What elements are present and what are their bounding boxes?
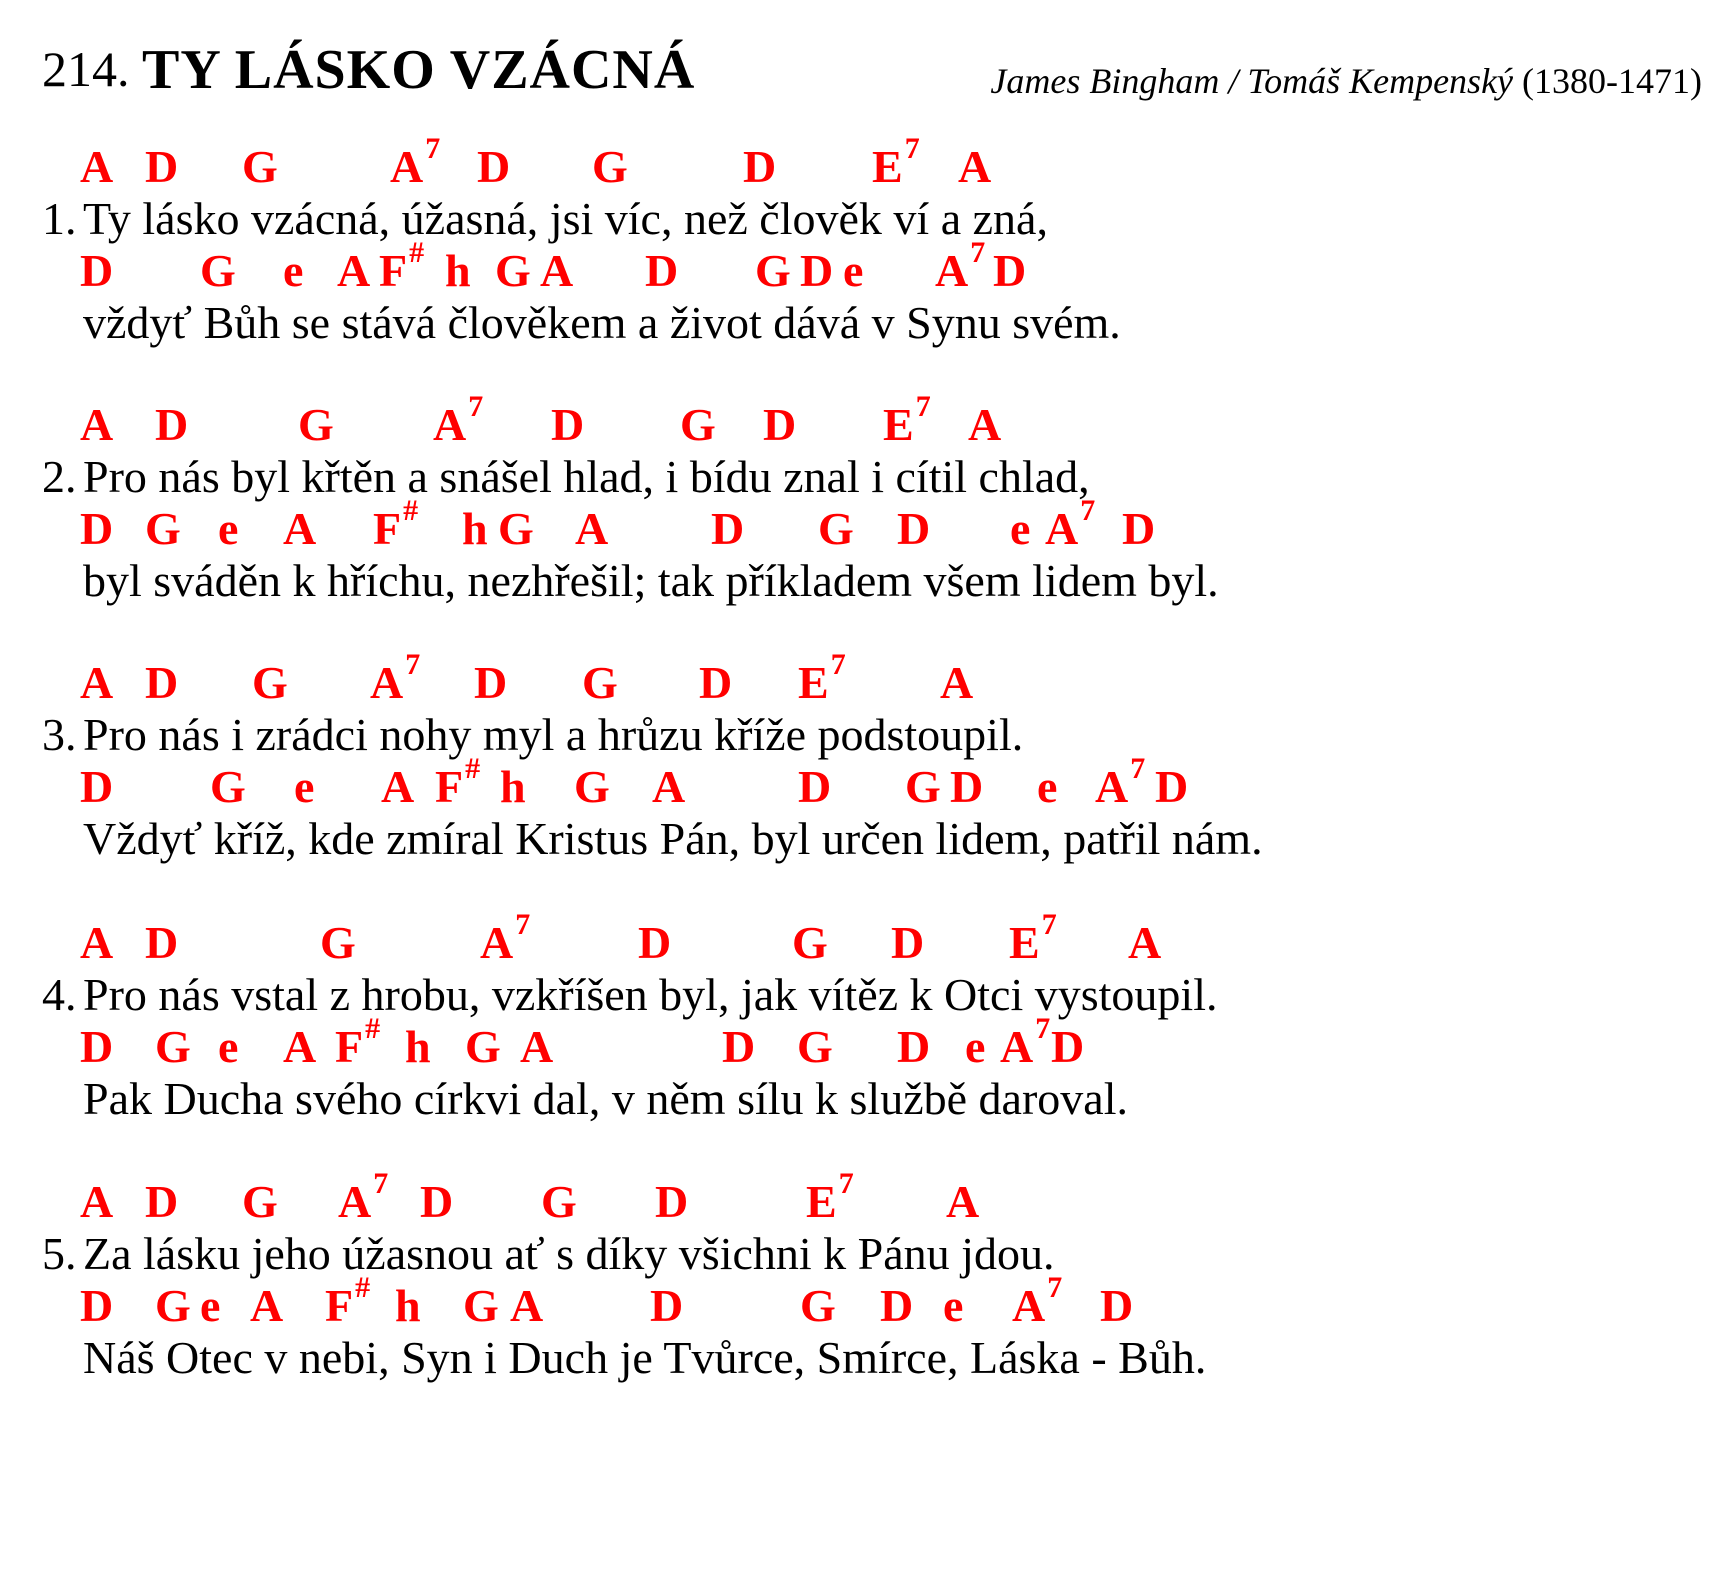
chord: D (722, 1021, 756, 1072)
chord: $A^7$ (1000, 1012, 1051, 1072)
chord-line (0, 390, 1736, 456)
chord: D (420, 1176, 454, 1227)
author-names: James Bingham / Tomáš Kempenský (990, 61, 1514, 101)
chord: e (843, 245, 864, 296)
chord: D (155, 399, 189, 450)
chord: F# (435, 752, 481, 812)
chord: A (652, 761, 686, 812)
chord: A (250, 1280, 284, 1331)
chord: D (800, 245, 834, 296)
chord: A (80, 399, 114, 450)
chord: D (655, 1176, 689, 1227)
chord: D (1122, 503, 1156, 554)
chord: G (200, 245, 236, 296)
chord: e (200, 1280, 221, 1331)
chord: D (80, 503, 114, 554)
lyric-text: vždyť Bůh se stává člověkem a život dává v Synu svém. (83, 297, 1121, 348)
chord: $A^7$ (935, 236, 986, 296)
chord: D (551, 399, 585, 450)
chord: D (798, 761, 832, 812)
author-years: (1380-1471) (1522, 61, 1702, 101)
chord: $A^7$ (1095, 752, 1146, 812)
chord: D (993, 245, 1027, 296)
chord: D (650, 1280, 684, 1331)
chord: A (80, 917, 114, 968)
chord: A (381, 761, 415, 812)
lyric-text: Vždyť kříž, kde zmíral Kristus Pán, byl určen lidem, patřil nám. (83, 813, 1263, 864)
chord: G (574, 761, 610, 812)
chord: D (880, 1280, 914, 1331)
chord: G (465, 1021, 501, 1072)
chord: G (155, 1280, 191, 1331)
chord: $A^7$ (1012, 1271, 1063, 1331)
chord: D (645, 245, 679, 296)
chord: e (218, 503, 239, 554)
verse-number: 1. (42, 193, 77, 244)
chord: $A^7$ (1045, 494, 1096, 554)
chord: G (592, 141, 628, 192)
chord: D (763, 399, 797, 450)
chord: e (218, 1021, 239, 1072)
chord: G (582, 657, 618, 708)
chord-line (0, 752, 1736, 818)
lyric-text: Pro nás i zrádci nohy myl a hrůzu kříže podstoupil. (83, 709, 1024, 760)
chord: G (463, 1280, 499, 1331)
chord: D (80, 1280, 114, 1331)
chord: D (145, 917, 179, 968)
chord: $A^7$ (480, 908, 531, 968)
lyric-text: Pro nás byl křtěn a snášel hlad, i bídu znal i cítil chlad, (83, 451, 1090, 502)
chord: G (210, 761, 246, 812)
chord-line (0, 132, 1736, 198)
chord: F# (373, 494, 419, 554)
chord: $E^7$ (806, 1167, 854, 1227)
verse-number: 5. (42, 1228, 77, 1279)
chord: $A^7$ (433, 390, 484, 450)
chord: F# (325, 1271, 371, 1331)
lyric-line (0, 1227, 1736, 1285)
chord: D (638, 917, 672, 968)
chord: G (905, 761, 941, 812)
lyric-line (0, 296, 1736, 354)
chord: A (575, 503, 609, 554)
song-header (42, 38, 1702, 118)
chord: G (320, 917, 356, 968)
chord: e (294, 761, 315, 812)
chord: A (940, 657, 974, 708)
chord: h (395, 1280, 421, 1331)
chord: G (145, 503, 181, 554)
chord: D (891, 917, 925, 968)
chord: G (242, 1176, 278, 1227)
chord: A (337, 245, 371, 296)
verse-number: 3. (42, 709, 77, 760)
song-title: TY LÁSKO VZÁCNÁ (142, 39, 696, 101)
lyric-text: Náš Otec v nebi, Syn i Duch je Tvůrce, Smírce, Láska - Bůh. (83, 1332, 1207, 1383)
chord: G (792, 917, 828, 968)
chord: G (797, 1021, 833, 1072)
chord: $A^7$ (390, 132, 441, 192)
chord: A (968, 399, 1002, 450)
chord: D (145, 1176, 179, 1227)
chord: G (252, 657, 288, 708)
chord: $E^7$ (883, 390, 931, 450)
lyric-line (0, 968, 1736, 1026)
lyric-text: Pro nás vstal z hrobu, vzkříšen byl, jak vítěz k Otci vystoupil. (83, 969, 1218, 1020)
chord: e (283, 245, 304, 296)
lyric-line (0, 1331, 1736, 1389)
chord: e (943, 1280, 964, 1331)
chord: A (520, 1021, 554, 1072)
chord: $A^7$ (370, 648, 421, 708)
lyric-line (0, 554, 1736, 612)
lyric-text: Za lásku jeho úžasnou ať s díky všichni k Pánu jdou. (83, 1228, 1055, 1279)
chord-line (0, 648, 1736, 714)
chord-line (0, 1167, 1736, 1233)
verse-number: 2. (42, 451, 77, 502)
chord: A (80, 1176, 114, 1227)
chord: D (1155, 761, 1189, 812)
lyric-line (0, 812, 1736, 870)
chord: h (445, 245, 471, 296)
chord: D (1100, 1280, 1134, 1331)
song-number: 214. (42, 41, 130, 97)
chord: D (80, 245, 114, 296)
chord: $E^7$ (798, 648, 846, 708)
chord: $E^7$ (872, 132, 920, 192)
chord: G (755, 245, 791, 296)
chord: e (1037, 761, 1058, 812)
chord: A (510, 1280, 544, 1331)
chord: D (80, 761, 114, 812)
chord: A (946, 1176, 980, 1227)
chord-line (0, 1012, 1736, 1078)
chord: D (950, 761, 984, 812)
chord: G (800, 1280, 836, 1331)
chord: h (500, 761, 526, 812)
lyric-line (0, 192, 1736, 250)
chord: D (474, 657, 508, 708)
lyric-line (0, 1072, 1736, 1130)
chord: h (405, 1021, 431, 1072)
chord: G (541, 1176, 577, 1227)
chord: D (743, 141, 777, 192)
chord: D (80, 1021, 114, 1072)
chord: D (1051, 1021, 1085, 1072)
chord: G (495, 245, 531, 296)
chord: A (958, 141, 992, 192)
chord: G (680, 399, 716, 450)
chord: D (897, 1021, 931, 1072)
lyric-text: Ty lásko vzácná, úžasná, jsi víc, než člověk ví a zná, (83, 193, 1048, 244)
chord: G (498, 503, 534, 554)
lyric-line (0, 450, 1736, 508)
chord-line (0, 908, 1736, 974)
chord: F# (379, 236, 425, 296)
chord: e (1010, 503, 1031, 554)
chord-line (0, 1271, 1736, 1337)
chord: A (283, 1021, 317, 1072)
chord: A (80, 141, 114, 192)
chord: A (283, 503, 317, 554)
chord: D (145, 141, 179, 192)
chord: $A^7$ (338, 1167, 389, 1227)
lyric-text: byl sváděn k hříchu, nezhřešil; tak příkladem všem lidem byl. (83, 555, 1219, 606)
chord: G (155, 1021, 191, 1072)
verse-number: 4. (42, 969, 77, 1020)
lyric-text: Pak Ducha svého církvi dal, v něm sílu k službě daroval. (83, 1073, 1128, 1124)
chord: D (897, 503, 931, 554)
chord: A (80, 657, 114, 708)
chord: $E^7$ (1009, 908, 1057, 968)
song-author (990, 60, 1702, 102)
chord: D (699, 657, 733, 708)
chord: G (242, 141, 278, 192)
chord: D (711, 503, 745, 554)
chord: h (462, 503, 488, 554)
lyric-line (0, 708, 1736, 766)
chord: e (965, 1021, 986, 1072)
chord: A (540, 245, 574, 296)
chord: G (298, 399, 334, 450)
chord: D (477, 141, 511, 192)
chord: G (818, 503, 854, 554)
chord: A (1128, 917, 1162, 968)
chord-line (0, 236, 1736, 302)
chord: D (145, 657, 179, 708)
chord-line (0, 494, 1736, 560)
chord: F# (335, 1012, 381, 1072)
